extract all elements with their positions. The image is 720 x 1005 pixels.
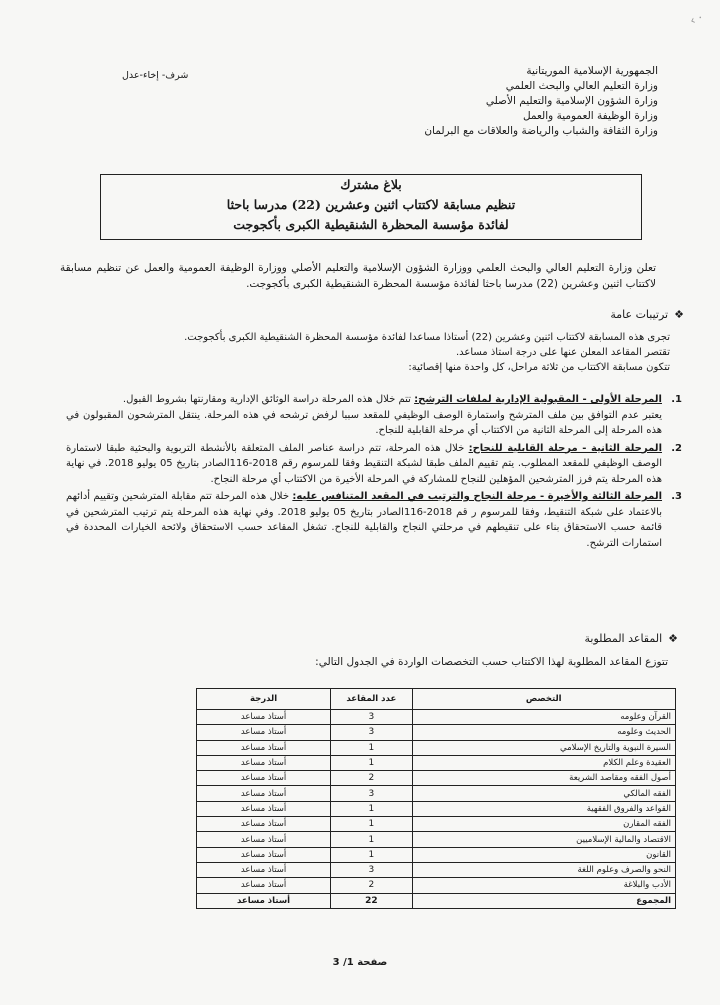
cell-count: 3 [331,862,412,877]
title-line-2: تنظيم مسابقة لاكتتاب اثنين وعشرين (22) مدرسا باحثا [226,197,516,212]
page-number: صفحة 1/ 3 [332,957,388,968]
section-title: المقاعد المطلوبة [584,632,663,645]
cell-rank: أستاذ مساعد [197,771,331,786]
table-total-row [197,893,676,908]
title-line-3: لفائدة مؤسسة المحظرة الشنقيطية الكبرى بأكجوجت [233,217,509,232]
cell-count: 3 [331,786,412,801]
table-row [197,725,676,740]
table-row [197,862,676,877]
cell-count: 22 [331,893,412,908]
cell-rank: أستاذ مساعد [197,740,331,755]
phase-heading: المرحلة الثالثة والأخيرة - مرحلة النجاح والترتيب في المقعد المتنافس عليه: [292,491,663,502]
phase-text: خلال هذه المرحلة تتم مقابلة المترشحين وتقييم أدائهم بالاعتماد على شبكة التنقيط، وفقا للمرسوم ر قم 2018-116الصادر بتاريخ 05 يوليو 2018. وفي نهاية هذه المرحلة يتم ترتيب المترشحين في قائمة حسب الاستحقاق بناء على تنقيطهم في مرحلتي النجاح والقابلية للنجاح. تشغل المقاعد حسب الاستحقاق ولائحة الخيارات المحددة في استمارات الترشح. [66,491,662,549]
section-seats-heading [585,632,678,645]
cell-specialty: النحو والصرف وعلوم اللغة [412,862,675,877]
phase-number: 2. [671,442,682,454]
intro-paragraph: تعلن وزارة التعليم العالي والبحث العلمي ووزارة الشؤون الإسلامية والتعليم الأصلي ووزارة الوظيفة العمومية والعمل عن تنظيم مسابقة لاكتتاب اثنين وعشرين (22) مدرسا باحثا لفائدة مؤسسة المحظرة الشنقيطية الكبرى بأكجوجت. [60,262,656,290]
general-arrangements [66,330,670,375]
cell-rank: أستاذ مساعد [197,817,331,832]
table-row [197,771,676,786]
national-motto: شرف- إخاء-عدل [122,70,189,81]
table-row [197,832,676,847]
cell-rank: أستاذ مساعد [197,878,331,893]
cell-count: 2 [331,771,412,786]
cell-specialty: أصول الفقه ومقاصد الشريعة [412,771,675,786]
cell-count: 1 [331,847,412,862]
ministry-line: وزارة الثقافة والشباب والرياضة والعلاقات مع البرلمان [424,125,658,137]
cell-rank: أستاذ مساعد [197,847,331,862]
cell-specialty: المجموع [412,893,675,908]
table-row [197,740,676,755]
section-general-heading [610,308,684,321]
cell-specialty: الأدب والبلاغة [412,878,675,893]
scan-artifact: ‹ · [687,10,705,28]
section-title: ترتيبات عامة [610,308,669,321]
cell-specialty: الحديث وعلومه [412,725,675,740]
cell-count: 1 [331,755,412,770]
cell-specialty: الاقتصاد والمالية الإسلاميين [412,832,675,847]
phases-list [66,392,686,553]
paragraph: تقتصر المقاعد المعلن عنها على درجة استاذ مساعد. [455,347,670,358]
phase-item [66,489,686,551]
phase-heading: المرحلة الأولى - المقبولية الإدارية لملفات الترشح: [414,394,662,405]
phase-heading: المرحلة الثانية - مرحلة القابلية للنجاح: [468,442,662,454]
table-row [197,878,676,893]
header-count: عدد المقاعد [331,689,412,710]
table-row [197,755,676,770]
paragraph: تجرى هذه المسابقة لاكتتاب اثنين وعشرين (22) أستاذا مساعدا لفائدة مؤسسة المحظرة الشنقيطية الكبرى بأكجوجت. [184,332,670,343]
cell-rank: أستاذ مساعد [197,862,331,877]
table-row [197,786,676,801]
section-seats-text: تتوزع المقاعد المطلوبة لهذا الاكتتاب حسب التخصصات الواردة في الجدول التالي: [315,656,668,668]
ministry-line: وزارة التعليم العالي والبحث العلمي [505,80,658,92]
cell-specialty: العقيدة وعلم الكلام [412,755,675,770]
cell-specialty: القانون [412,847,675,862]
cell-count: 3 [331,710,412,725]
phase-item [66,441,686,488]
cell-rank: أستاذ مساعد [197,710,331,725]
seats-table [196,688,676,909]
phase-number: 3. [671,491,682,502]
cell-rank: أستاذ مساعد [197,801,331,816]
cell-count: 1 [331,817,412,832]
cell-rank: أستاذ مساعد [197,832,331,847]
bullet-diamond-icon: ❖ [674,308,684,321]
header-specialty: التخصص [412,689,675,710]
title-box [100,174,642,240]
cell-specialty: الفقه المقارن [412,817,675,832]
phase-text: خلال هذه المرحلة، تتم دراسة عناصر الملف المتعلقة بالأنشطة التربوية والبحثية طبقا لاستمارة الوصف الوظيفي للمقعد المطلوب. يتم تقييم الملف طبقا لشبكة التنقيط وفقا للمرسوم رقم 2018-116الصادر بتاريخ 05 يوليو 2018. في نهاية هذه المرحلة يتم فرز المترشحين المؤهلين للنجاح للمشاركة في المرحلة الأخيرة من الاكتتاب أي مرحلة النجاح. [66,442,662,485]
table-row [197,710,676,725]
cell-rank: أستاذ مساعد [197,755,331,770]
cell-count: 3 [331,725,412,740]
ministries-header [328,64,658,139]
ministry-line: وزارة الشؤون الإسلامية والتعليم الأصلي [485,95,658,107]
cell-count: 2 [331,878,412,893]
header-rank: الدرجة [197,689,331,710]
cell-rank: أستاذ مساعد [197,786,331,801]
cell-count: 1 [331,740,412,755]
cell-specialty: السيرة النبوية والتاريخ الإسلامي [412,740,675,755]
cell-specialty: القواعد والفروق الفقهية [412,801,675,816]
table-header-row [197,689,676,710]
phase-text: تتم خلال هذه المرحلة دراسة الوثائق الإدارية ومقارنتها بشروط القبول. [122,394,415,405]
cell-rank: أستاذ مساعد [197,893,331,908]
cell-rank: أستاذ مساعد [197,725,331,740]
cell-specialty: الفقه المالكي [412,786,675,801]
phase-item [66,392,686,439]
ministry-line: الجمهورية الإسلامية الموريتانية [526,65,658,77]
cell-specialty: القرآن وعلومه [412,710,675,725]
table-row [197,817,676,832]
table-row [197,847,676,862]
title-line-1: بلاغ مشترك [340,177,402,192]
cell-count: 1 [331,832,412,847]
cell-count: 1 [331,801,412,816]
ministry-line: وزارة الوظيفة العمومية والعمل [522,110,658,122]
phase-number: 1. [671,394,682,405]
bullet-diamond-icon: ❖ [668,632,678,645]
table-row [197,801,676,816]
phase-extra: يعتبر عدم التوافق بين ملف المترشح واستمارة الوصف الوظيفي للمقعد سببا لرفض ترشحه في هذه المرحلة. ينتقل المترشحون المقبولون في هذه المرحلة إلى المرحلة الثانية من الاكتتاب أي مرحلة القابلية للنجاح. [66,409,662,436]
paragraph: تتكون مسابقة الاكتتاب من ثلاثة مراحل، كل واحدة منها إقصائية: [408,362,670,373]
